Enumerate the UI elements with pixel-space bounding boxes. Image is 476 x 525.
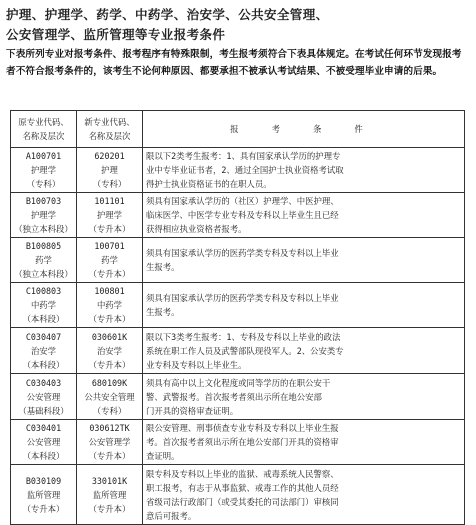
new-major-cell: 100701 药学 （专升本） [77,238,143,283]
conditions-cell: 限以下3类考生报考：1、专科及专科以上毕业的政法 系统在职工作人员及武警部队现役军人。2、公安类专 业专科及专科以上毕业生。 [143,328,465,374]
table-row [11,193,465,238]
new-major-cell: 330101K 监所管理 （专升本） [77,465,143,525]
conditions-cell: 须具有高中以上文化程度或同等学历的在职公安干 警、武警报考。首次报考者须出示所在地公安部 门开具的资格审查证明。 [143,374,465,420]
table-row [11,465,465,525]
conditions-cell: 须具有国家承认学历的医药学类专科及专科以上毕业 生报考。 [143,238,465,283]
header-old-major: 原专业代码、 名称及层次 [11,111,77,148]
header-new-major: 新专业代码、 名称及层次 [77,111,143,148]
conditions-cell: 须具有国家承认学历的（社区）护理学、中医护理、 临床医学、中医学专业专科及专科以上毕业生且已经 获得相应执业资格者报考。 [143,193,465,238]
old-major-cell: B030109 监所管理 （专升本） [11,465,77,525]
conditions-cell: 限公安管理、刑事侦查专业专科及专科以上毕业生报 考。首次报考者须出示所在地公安部门开具的资格审 查证明。 [143,420,465,465]
old-major-cell: A100701 护理学 （专科） [11,148,77,193]
old-major-cell: C100803 中药学 （本科段） [11,283,77,328]
table-body [11,148,465,525]
table-row [11,283,465,328]
new-major-cell: 680109K 公共安全管理 （专科） [77,374,143,420]
table-row [11,420,465,465]
old-major-cell: B100805 药学 （独立本科段） [11,238,77,283]
new-major-cell: 101101 护理学 （专升本） [77,193,143,238]
requirements-table [10,110,465,525]
table-row [11,148,465,193]
conditions-cell: 限以下2类考生报考：1、具有国家承认学历的护理专 业中专毕业证书者，2、通过全国护士执业资格考试取 得护士执业资格证书的在职人员。 [143,148,465,193]
old-major-cell: C030403 公安管理 （基础科段） [11,374,77,420]
new-major-cell: 620201 护理 （专科） [77,148,143,193]
table-row [11,374,465,420]
table-header-row [11,111,465,148]
document-title: 护理、护理学、药学、中药学、治安学、公共安全管理、 公安管理学、监所管理等专业报考条件 [6,7,329,42]
old-major-cell: C030407 治安学 （本科段） [11,328,77,374]
new-major-cell: 030601K 治安学 （专升本） [77,328,143,374]
new-major-cell: 030612TK 公安管理学 （专升本） [77,420,143,465]
table-row [11,238,465,283]
new-major-cell: 100801 中药学 （专升本） [77,283,143,328]
conditions-cell: 须具有国家承认学历的医药学类专科及专科以上毕业 生报考。 [143,283,465,328]
table-row [11,328,465,374]
header-conditions: 报 考 条 件 [143,111,465,148]
intro-paragraph: 下表所列专业对报考条件、报考程序有特殊限制，考生报考须符合下表具体规定。在考试任何环节发现报考者不符合报考条件的，该考生不论何种原因、都要承担不被承认考试结果、不被受理毕业申请的后果。 [6,49,462,77]
old-major-cell: C030401 公安管理 （本科段） [11,420,77,465]
conditions-cell: 限专科及专科以上毕业的监狱、戒毒系统人民警察、 职工报考，有志于从事监狱、戒毒工作的其他人员经 省级司法行政部门（或受其委托的司法部门）审核同 意后可报考。 [143,465,465,525]
old-major-cell: B100703 护理学 （独立本科段） [11,193,77,238]
